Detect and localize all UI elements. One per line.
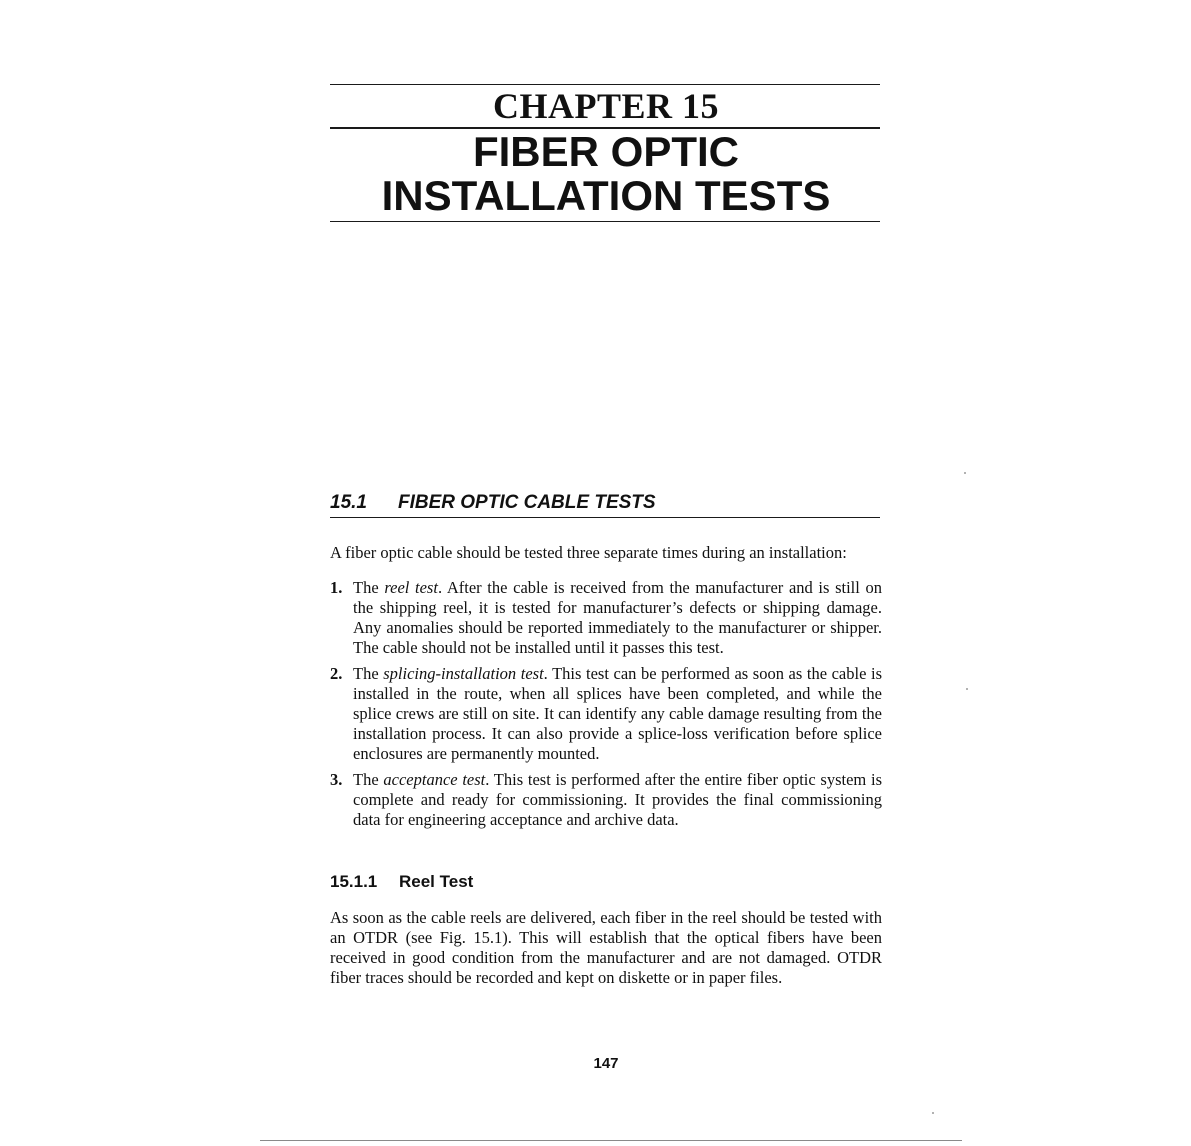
test-list [330,578,882,836]
item-prefix: The [353,578,385,597]
scan-speck [966,688,968,690]
item-text: . This test is performed after the entire fiber optic system is complete and ready for commissioning. It provides the final commissioning data for engineering acceptance and archive data. [353,770,882,829]
section-title: FIBER OPTIC CABLE TESTS [398,492,656,513]
subsection-number: 15.1.1 [330,872,378,891]
section-heading [330,492,882,514]
chapter-title-line-1: FIBER OPTIC [472,128,739,175]
page-number: 147 [593,1055,619,1072]
item-term: reel test [384,578,438,597]
chapter-title-line-2: INSTALLATION TESTS [381,172,831,219]
test-list-item [330,770,882,830]
list-marker: 3. [330,770,343,789]
list-marker: 1. [330,578,343,597]
test-list-item [330,578,882,658]
chapter-top-rule [330,84,880,85]
scan-speck [964,472,966,474]
test-list-item [330,664,882,764]
item-prefix: The [353,664,384,683]
item-text: . This test can be performed as soon as the cable is installed in the route, when all splices have been completed, and while the splice crews are still on site. It can identify any cable damage resulting from the installation process. It can also provide a splice-loss verification before splice enclosures are permanently mounted. [353,664,882,763]
section-intro: A fiber optic cable should be tested three separate times during an installation: [330,543,847,562]
subsection-heading [330,872,882,892]
book-page [330,0,882,1146]
item-text: . After the cable is received from the manufacturer and is still on the shipping reel, it is tested for manufacturer’s defects or shipping damage. Any anomalies should be reported immediately to the manufacturer or shipper. The cable should not be installed until it passes this test. [353,578,883,657]
chapter-title [330,130,882,218]
reel-test-paragraph: As soon as the cable reels are delivered, each fiber in the reel should be tested with an OTDR (see Fig. 15.1). This will establish that the optical fibers have been received in good condition from the manufacturer and are not damaged. OTDR fiber traces should be recorded and kept on diskette or in paper files. [330,908,882,987]
scan-speck [932,1112,934,1114]
section-rule [330,517,880,518]
chapter-label: CHAPTER 15 [492,86,719,126]
chapter-bottom-rule [330,221,880,222]
list-marker: 2. [330,664,343,683]
subsection-title: Reel Test [399,872,474,891]
item-term: acceptance test [383,770,486,789]
page-bottom-edge [260,1140,962,1141]
item-term: splicing-installation test [383,664,544,683]
item-prefix: The [353,770,384,789]
section-number: 15.1 [330,492,367,513]
